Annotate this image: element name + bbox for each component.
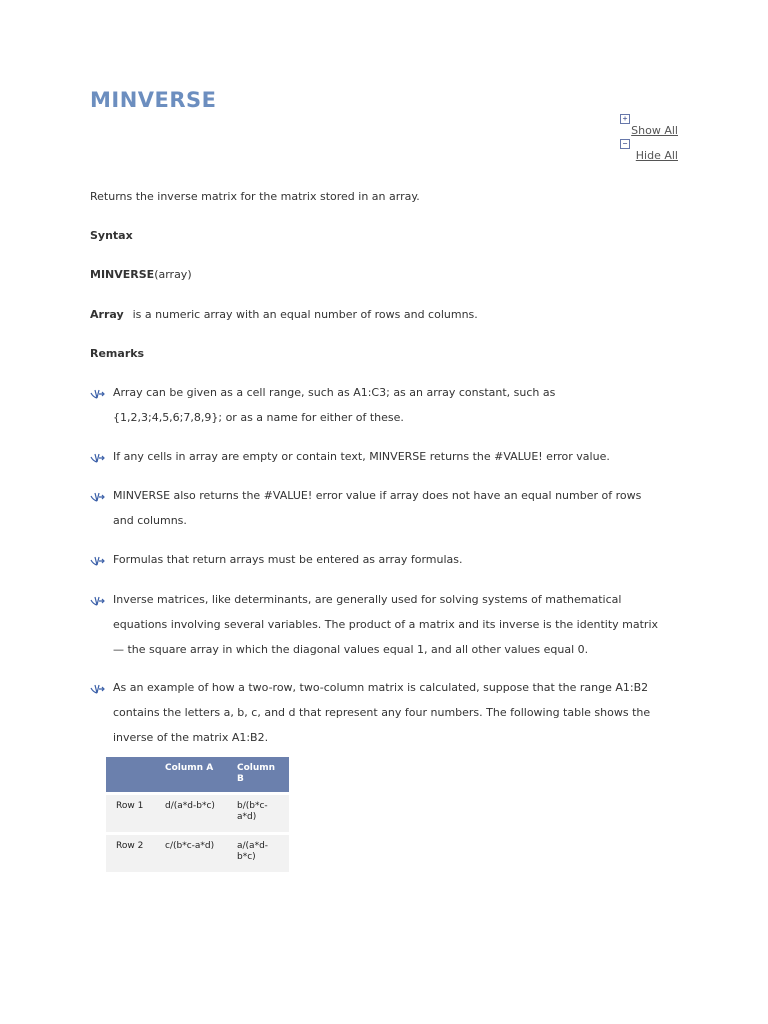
table-row: [106, 834, 289, 873]
remark-text: Formulas that return arrays must be entered as array formulas.: [113, 553, 463, 566]
bullet-arrow-icon: [90, 683, 106, 695]
bullet-arrow-icon: [90, 491, 106, 503]
show-all-row: [620, 114, 680, 139]
table-header-cell: [106, 757, 155, 794]
remark-text: As an example of how a two-row, two-column matrix is calculated, suppose that the range A1:B2 contains the letters a, b, c, and d that represent any four numbers. The following table shows the inverse of the matrix A1:B2.: [113, 681, 651, 744]
bullet-arrow-icon: [90, 555, 106, 567]
table-cell: d/(a*d-b*c): [155, 794, 227, 834]
function-description: Returns the inverse matrix for the matrix stored in an array.: [90, 190, 420, 203]
table-cell: a/(a*d-b*c): [227, 834, 289, 873]
expand-collapse-controls: [620, 114, 680, 164]
remark-text: If any cells in array are empty or contain text, MINVERSE returns the #VALUE! error value.: [113, 450, 610, 463]
remark-text: Inverse matrices, like determinants, are generally used for solving systems of mathematical equations involving several variables. The product of a matrix and its inverse is the identity matrix — the square array in which the diagonal values equal 1, and all other values equal 0.: [113, 593, 659, 656]
hide-all-link[interactable]: Hide All: [635, 149, 678, 162]
bullet-arrow-icon: [90, 595, 106, 607]
bullet-arrow-icon: [90, 388, 106, 400]
table-header-row: [106, 757, 289, 794]
table-header-cell: Column A: [155, 757, 227, 794]
remarks-heading: Remarks: [90, 347, 145, 360]
bullet-arrow-icon: [90, 452, 106, 464]
remark-text: Array can be given as a cell range, such as A1:C3; as an array constant, such as {1,2,3;4,5,6;7,8,9}; or as a name for either of these.: [113, 386, 556, 424]
argument-text: is a numeric array with an equal number of rows and columns.: [132, 308, 478, 321]
table-cell: b/(b*c-a*d): [227, 794, 289, 834]
minus-box-icon[interactable]: −: [620, 139, 630, 149]
show-all-link[interactable]: Show All: [631, 124, 678, 137]
syntax-heading: Syntax: [90, 229, 133, 242]
table-row: [106, 794, 289, 834]
page-title: MINVERSE: [90, 88, 217, 112]
plus-box-icon[interactable]: +: [620, 114, 630, 124]
syntax-function-name: MINVERSE: [90, 268, 155, 281]
syntax-line: [90, 268, 192, 281]
remark-text: MINVERSE also returns the #VALUE! error value if array does not have an equal number of rows and columns.: [113, 489, 642, 527]
inverse-matrix-table: [106, 757, 289, 872]
table-cell: Row 2: [106, 834, 155, 873]
syntax-argument: (array): [154, 268, 192, 281]
table-cell: Row 1: [106, 794, 155, 834]
table-header-cell: Column B: [227, 757, 289, 794]
table-cell: c/(b*c-a*d): [155, 834, 227, 873]
hide-all-row: [620, 139, 680, 164]
argument-name: Array: [90, 308, 124, 321]
argument-description: [90, 308, 478, 321]
